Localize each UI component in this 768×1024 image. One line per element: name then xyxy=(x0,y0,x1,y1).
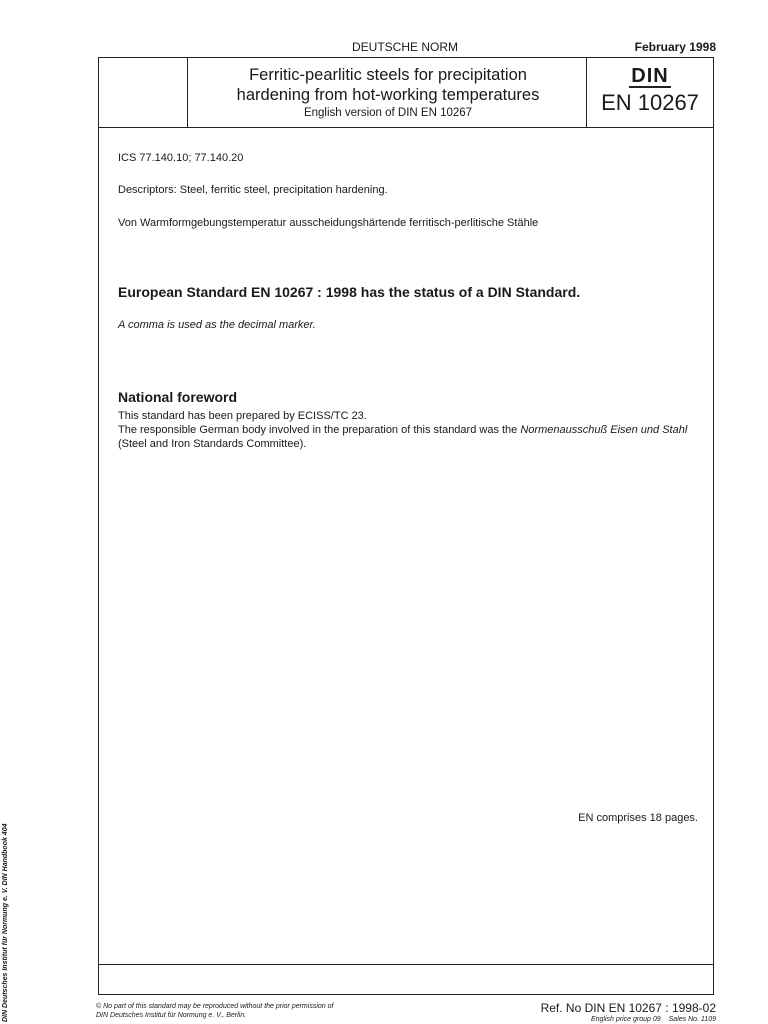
committee-name: Normenausschuß Eisen und Stahl xyxy=(520,424,688,436)
german-title: Von Warmformgebungstemperatur ausscheidungshärtende ferritisch-perlitische Stähle xyxy=(118,217,539,229)
copyright-line-2: DIN Deutsches Institut für Normung e. V., Berlin. xyxy=(96,1012,247,1019)
footer-divider xyxy=(99,964,713,965)
foreword-heading: National foreword xyxy=(118,389,238,405)
price-info xyxy=(583,1016,716,1023)
header-date: February 1998 xyxy=(634,40,716,54)
din-cell xyxy=(586,58,713,127)
title-subtitle: English version of DIN EN 10267 xyxy=(303,107,473,119)
din-logo: DIN xyxy=(631,65,669,87)
descriptors: Descriptors: Steel, ferritic steel, precipitation hardening. xyxy=(118,184,388,196)
side-note: DIN Deutsches Institut für Normung e. V. DIN Handbook 404 xyxy=(2,823,9,1022)
page-count: EN comprises 18 pages. xyxy=(578,812,698,824)
document-title xyxy=(188,65,588,105)
foreword-text-a: The responsible German body involved in the preparation of this standard was the xyxy=(118,424,518,436)
decimal-note: A comma is used as the decimal marker. xyxy=(118,319,316,331)
price-group: English price group 09 xyxy=(590,1016,661,1023)
foreword-line-1: This standard has been prepared by ECISS/TC 23. xyxy=(118,410,367,422)
foreword-body xyxy=(118,409,708,451)
standard-number: EN 10267 xyxy=(601,90,699,115)
foreword-line-2 xyxy=(118,423,708,451)
foreword-text-c: (Steel and Iron Standards Committee). xyxy=(118,438,307,450)
title-line-1: Ferritic-pearlitic steels for precipitation xyxy=(249,66,527,84)
sales-number: Sales No. 1109 xyxy=(668,1016,716,1023)
document-frame xyxy=(98,57,714,995)
status-statement: European Standard EN 10267 : 1998 has the status of a DIN Standard. xyxy=(118,284,581,300)
ics-code: ICS 77.140.10; 77.140.20 xyxy=(118,152,244,164)
title-line-2: hardening from hot-working temperatures xyxy=(236,86,540,104)
title-block xyxy=(99,58,713,128)
reference-number: Ref. No DIN EN 10267 : 1998-02 xyxy=(540,1001,716,1015)
title-cell xyxy=(188,58,588,127)
header-norm: DEUTSCHE NORM xyxy=(352,40,459,54)
copyright-notice xyxy=(96,1002,333,1020)
title-block-blank-cell xyxy=(99,58,188,127)
copyright-line-1: © No part of this standard may be reproduced without the prior permission of xyxy=(96,1003,334,1010)
